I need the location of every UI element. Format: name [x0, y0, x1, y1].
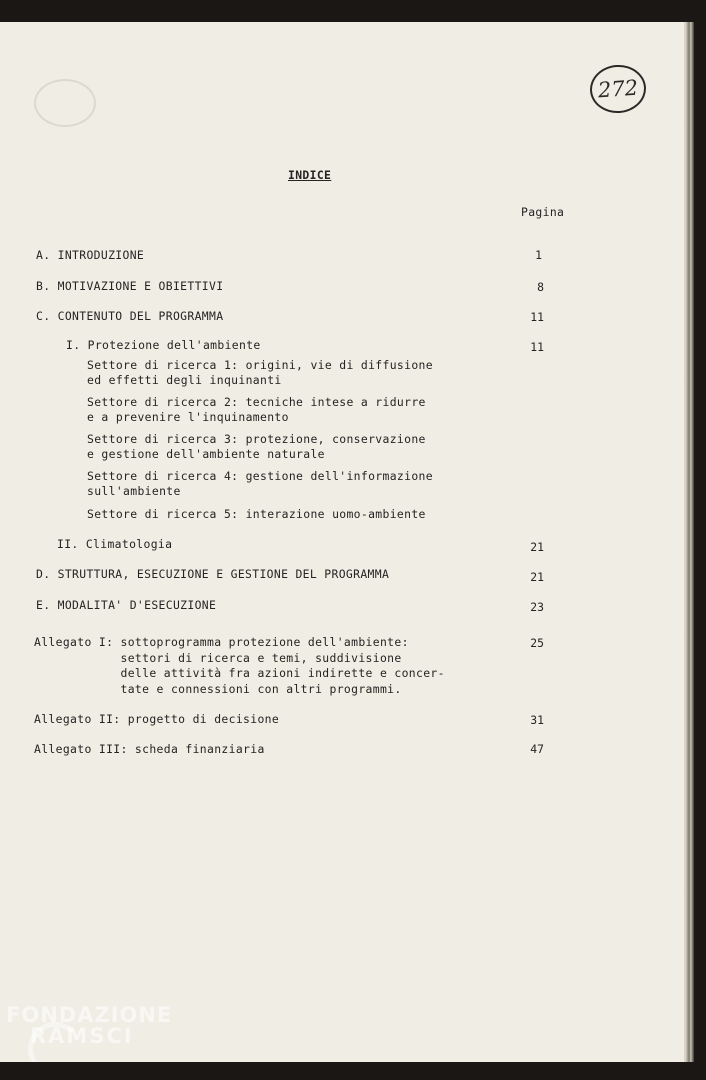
toc-entry-settore-4: Settore di ricerca 4: gestione dell'informazione sull'ambiente: [87, 469, 433, 498]
toc-entry-settore-5: Settore di ricerca 5: interazione uomo-ambiente: [87, 507, 426, 521]
toc-entry-introduzione: A. INTRODUZIONE: [36, 248, 145, 262]
page-column-label: Pagina: [521, 205, 565, 219]
toc-entry-struttura: D. STRUTTURA, ESECUZIONE E GESTIONE DEL PROGRAMMA: [36, 567, 390, 581]
toc-page-number: 8: [537, 280, 544, 294]
toc-entry-climatologia: II. Climatologia: [57, 537, 173, 551]
faint-stamp-shadow: [34, 79, 96, 127]
toc-page-number: 23: [530, 600, 544, 614]
toc-entry-settore-3: Settore di ricerca 3: protezione, conservazione e gestione dell'ambiente naturale: [87, 432, 426, 461]
watermark-line-2: RAMSCI: [30, 1024, 134, 1048]
toc-entry-contenuto: C. CONTENUTO DEL PROGRAMMA: [36, 309, 224, 323]
toc-entry-settore-1: Settore di ricerca 1: origini, vie di diffusione ed effetti degli inquinanti: [87, 358, 433, 387]
toc-entry-allegato-2: Allegato II: progetto di decisione: [34, 712, 280, 726]
index-title: INDICE: [288, 168, 332, 182]
toc-entry-allegato-1: Allegato I: sottoprogramma protezione dell'ambiente: settori di ricerca e temi, suddivisione delle attività fra azioni indirette e concer- tate e connessioni con altri programmi.: [34, 635, 445, 696]
toc-entry-motivazione: B. MOTIVAZIONE E OBIETTIVI: [36, 279, 224, 293]
toc-entry-protezione: I. Protezione dell'ambiente: [66, 338, 261, 352]
toc-page-number: 1: [535, 248, 542, 262]
toc-page-number: 25: [530, 636, 544, 650]
toc-entry-settore-2: Settore di ricerca 2: tecniche intese a ridurre e a prevenire l'inquinamento: [87, 395, 426, 424]
toc-page-number: 11: [530, 340, 544, 354]
toc-page-number: 47: [530, 742, 544, 756]
toc-page-number: 21: [530, 570, 544, 584]
watermark-line-1: FONDAZIONE: [6, 1003, 173, 1027]
toc-page-number: 21: [530, 540, 544, 554]
toc-entry-modalita: E. MODALITA' D'ESECUZIONE: [36, 598, 217, 612]
folio-stamp: 272: [588, 63, 647, 115]
scan-border: [0, 1062, 706, 1080]
document-page: [0, 22, 684, 1062]
page-stack-edge: [686, 22, 694, 1072]
toc-page-number: 31: [530, 713, 544, 727]
toc-entry-allegato-3: Allegato III: scheda finanziaria: [34, 742, 265, 756]
toc-page-number: 11: [530, 310, 544, 324]
